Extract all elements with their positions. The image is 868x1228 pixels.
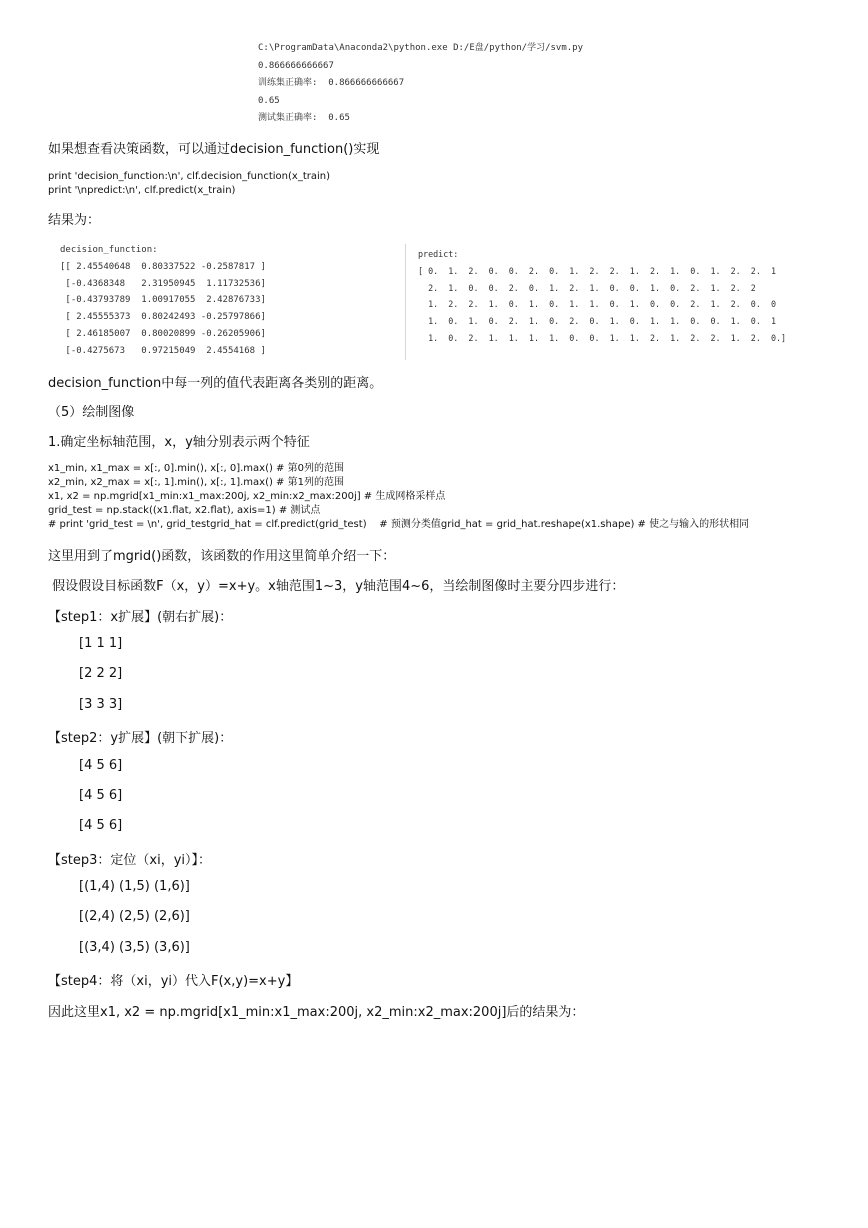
conclusion-paragraph: 因此这里x1, x2 = np.mgrid[x1_min:x1_max:200j, x2_min:x2_max:200j]后的结果为： [48, 1005, 585, 1020]
result-label: 结果为： [48, 213, 101, 228]
output-line: decision_function: [60, 245, 158, 255]
output-line: [-0.43793789 1.00917055 2.42876733] [60, 295, 266, 306]
code-line: grid_test = np.stack((x1.flat, x2.flat), axis=1) # 测试点 [48, 505, 321, 516]
console-line: 0.65 [258, 95, 280, 106]
output-line: [-0.4275673 0.97215049 2.4554168 ] [60, 345, 266, 356]
output-line: [[ 2.45540648 0.80337522 -0.2587817 ] [60, 261, 266, 272]
step1-row: [2 2 2] [79, 666, 123, 681]
output-line: [-0.4368348 2.31950945 1.11732536] [60, 278, 266, 289]
assume-paragraph: 假设假设目标函数F（x，y）=x+y。x轴范围1~3，y轴范围4~6，当绘制图像时主要分四步进行： [48, 579, 625, 594]
decision-function-output [60, 242, 266, 360]
code-line: x1, x2 = np.mgrid[x1_min:x1_max:200j, x2_min:x2_max:200j] # 生成网格采样点 [48, 491, 446, 502]
code-line: x2_min, x2_max = x[:, 1].min(), x[:, 1].max() # 第1列的范围 [48, 477, 344, 488]
step1-row: [3 3 3] [79, 697, 123, 712]
step2-title: 【step2：y扩展】(朝下扩展)： [48, 731, 233, 746]
output-divider [405, 244, 406, 360]
step1-row: [1 1 1] [79, 636, 123, 651]
code-line: print 'decision_function:\n', clf.decision_function(x_train) [48, 171, 330, 182]
console-line: 训练集正确率: 0.866666666667 [258, 78, 405, 88]
output-line: [ 2.46185007 0.80020899 -0.26205906] [60, 328, 266, 339]
console-line: C:\ProgramData\Anaconda2\python.exe D:/E盘/python/学习/svm.py [258, 43, 584, 53]
decision-intro-paragraph: 如果想查看决策函数，可以通过decision_function()实现 [48, 142, 380, 157]
console-line: 0.866666666667 [258, 60, 334, 71]
step2-row: [4 5 6] [79, 788, 123, 803]
code-block-predict [48, 170, 330, 198]
step4-title: 【step4：将（xi，yi）代入F(x,y)=x+y】 [48, 974, 299, 989]
step2-row: [4 5 6] [79, 758, 123, 773]
output-line: [ 0. 1. 2. 0. 0. 2. 0. 1. 2. 2. 1. 2. 1. 0. 1. 2. 2. 1 [418, 265, 776, 276]
code-line: x1_min, x1_max = x[:, 0].min(), x[:, 0].max() # 第0列的范围 [48, 463, 344, 474]
output-line: 1. 2. 2. 1. 0. 1. 0. 1. 1. 0. 1. 0. 0. 2. 1. 2. 0. 0 [418, 299, 776, 310]
output-line: 2. 1. 0. 0. 2. 0. 1. 2. 1. 0. 0. 1. 0. 2. 1. 2. 2 [418, 282, 756, 293]
step-intro-paragraph: 1.确定坐标轴范围，x，y轴分别表示两个特征 [48, 435, 310, 450]
code-line: # print 'grid_test = \n', grid_testgrid_hat = clf.predict(grid_test) # 预测分类值grid_hat = grid_hat.reshape(x1.shape) # 使之与输入的形状相同 [48, 519, 750, 530]
console-line: 测试集正确率: 0.65 [258, 113, 350, 123]
output-line: 1. 0. 1. 0. 2. 1. 0. 2. 0. 1. 0. 1. 1. 0. 0. 1. 0. 1 [418, 316, 776, 327]
output-line: predict: [418, 249, 459, 259]
step3-row: [(1,4) (1,5) (1,6)] [79, 879, 190, 894]
step3-row: [(2,4) (2,5) (2,6)] [79, 909, 190, 924]
console-output [258, 40, 583, 128]
predict-output [418, 246, 786, 347]
code-line: print '\npredict:\n', clf.predict(x_train) [48, 185, 236, 196]
section-heading: （5）绘制图像 [48, 405, 135, 420]
step1-title: 【step1：x扩展】(朝右扩展)： [48, 610, 233, 625]
code-block-grid [48, 462, 749, 532]
step2-row: [4 5 6] [79, 818, 123, 833]
output-line: [ 2.45555373 0.80242493 -0.25797866] [60, 312, 266, 323]
output-line: 1. 0. 2. 1. 1. 1. 1. 0. 0. 1. 1. 2. 1. 2. 2. 1. 2. 0.] [418, 332, 787, 343]
mgrid-paragraph: 这里用到了mgrid()函数，该函数的作用这里简单介绍一下： [48, 549, 396, 564]
step3-title: 【step3：定位（xi，yi）】： [48, 853, 212, 868]
step3-row: [(3,4) (3,5) (3,6)] [79, 940, 190, 955]
decision-meaning-paragraph: decision_function中每一列的值代表距离各类别的距离。 [48, 376, 383, 391]
